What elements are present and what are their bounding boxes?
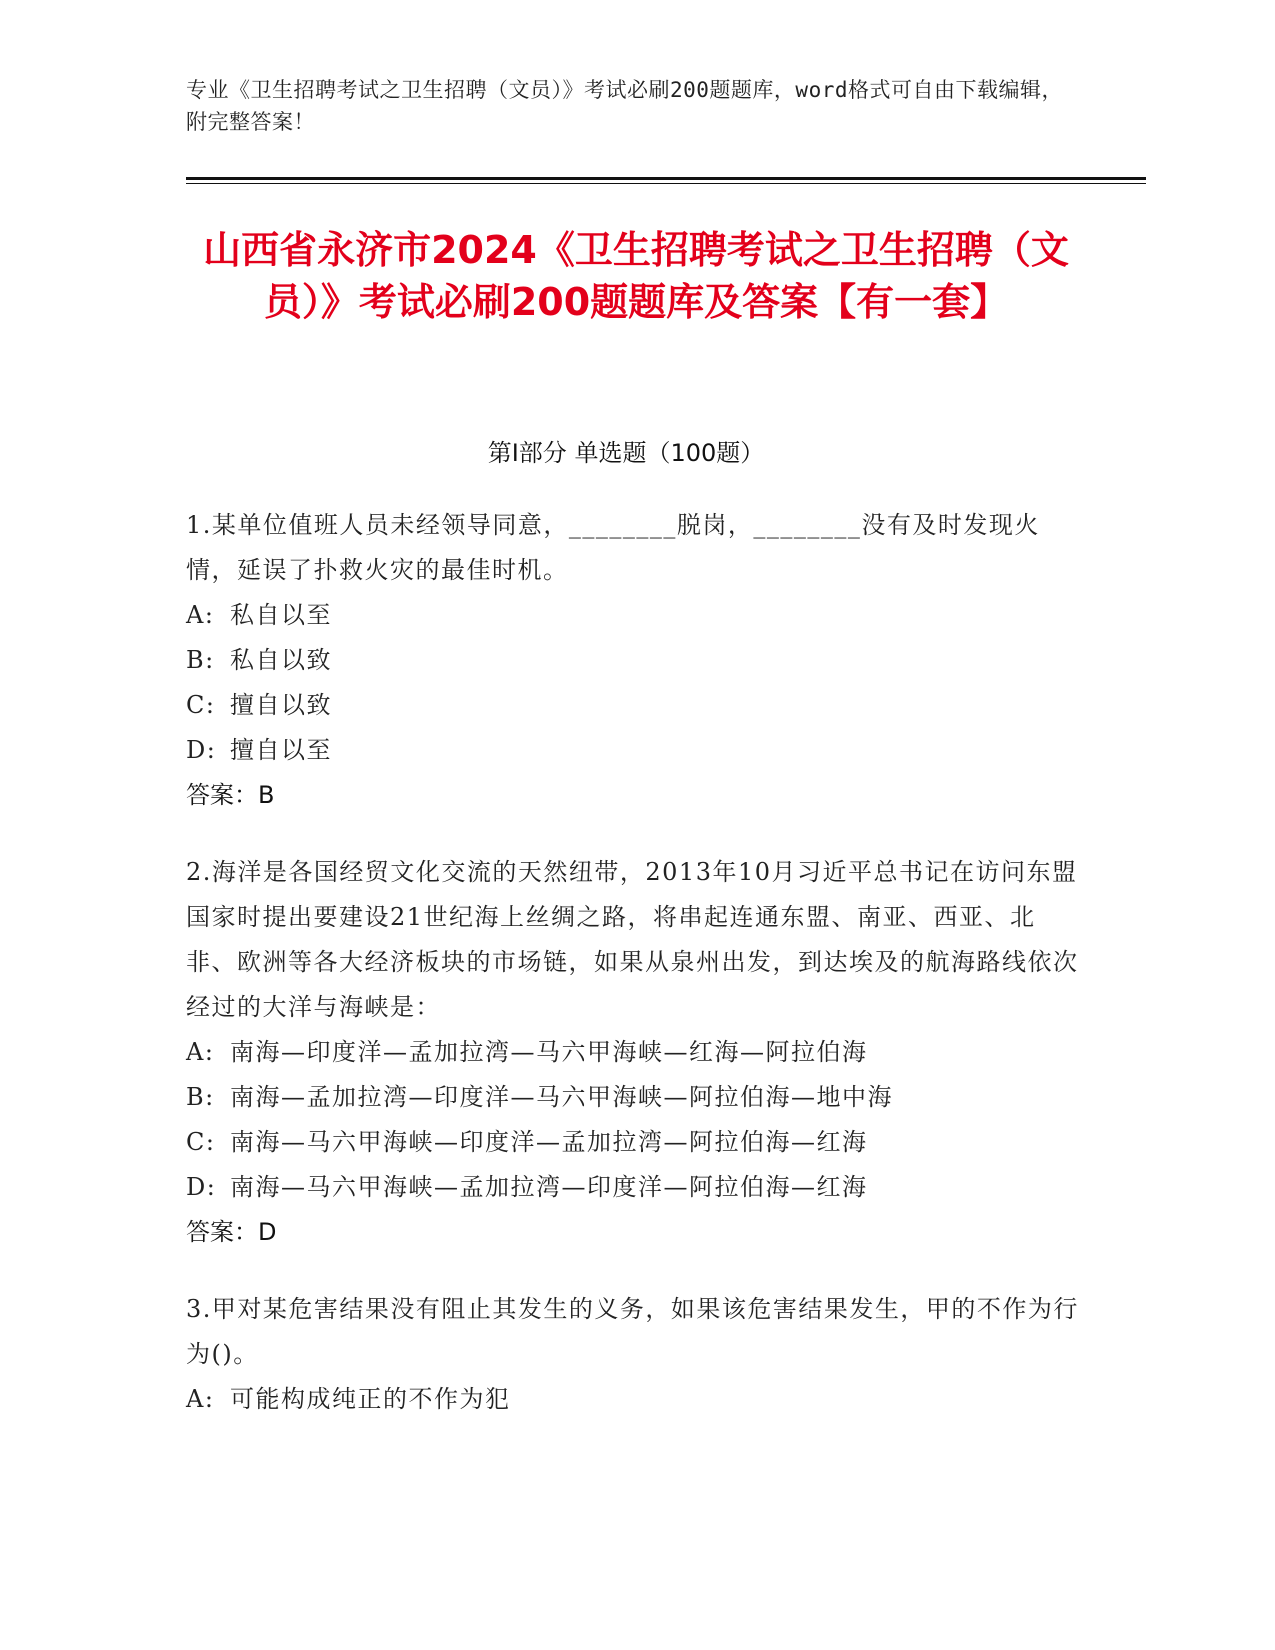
option-a [186, 1377, 1086, 1422]
answer-line: 答案：B [186, 781, 275, 809]
header-note: 专业《卫生招聘考试之卫生招聘（文员）》考试必刷200题题库，word格式可自由下载编辑，附完整答案！ [186, 78, 1063, 134]
option-text: 可能构成纯正的不作为犯 [230, 1385, 511, 1413]
question-text: 3.甲对某危害结果没有阻止其发生的义务，如果该危害结果发生，甲的不作为行为()。 [186, 1295, 1079, 1368]
option-c [186, 1120, 1086, 1165]
option-a [186, 1030, 1086, 1075]
option-letter: D: [186, 736, 217, 764]
header-divider [186, 177, 1146, 180]
option-letter: B: [186, 1083, 215, 1111]
option-d [186, 728, 1086, 773]
option-letter: A: [186, 1038, 215, 1066]
answer-line: 答案：D [186, 1218, 277, 1246]
header-divider-thin [186, 183, 1146, 184]
option-letter: C: [186, 1128, 216, 1156]
question-2 [186, 850, 1086, 1255]
option-text: 私自以至 [230, 601, 332, 629]
section-title: 第Ⅰ部分 单选题（100题） [487, 439, 765, 467]
question-text: 2.海洋是各国经贸文化交流的天然纽带，2013年10月习近平总书记在访问东盟国家时提出要建设21世纪海上丝绸之路，将串起连通东盟、南亚、西亚、北非、欧洲等各大经济板块的市场链，如果从泉州出发，到达埃及的航海路线依次经过的大洋与海峡是： [186, 858, 1079, 1021]
option-text: 南海—马六甲海峡—孟加拉湾—印度洋—阿拉伯海—红海 [230, 1173, 868, 1201]
option-text: 南海—马六甲海峡—印度洋—孟加拉湾—阿拉伯海—红海 [230, 1128, 868, 1156]
option-text: 南海—孟加拉湾—印度洋—马六甲海峡—阿拉伯海—地中海 [230, 1083, 893, 1111]
option-c [186, 683, 1086, 728]
question-1 [186, 503, 1086, 818]
option-d [186, 1165, 1086, 1210]
question-3 [186, 1287, 1086, 1422]
question-text: 1.某单位值班人员未经领导同意，________脱岗，________没有及时发现火情，延误了扑救火灾的最佳时机。 [186, 511, 1040, 584]
option-b [186, 638, 1086, 683]
option-b [186, 1075, 1086, 1120]
option-text: 南海—印度洋—孟加拉湾—马六甲海峡—红海—阿拉伯海 [230, 1038, 868, 1066]
option-text: 私自以致 [230, 646, 332, 674]
option-letter: A: [186, 601, 215, 629]
option-letter: A: [186, 1385, 215, 1413]
option-letter: B: [186, 646, 215, 674]
option-letter: D: [186, 1173, 217, 1201]
document-title: 山西省永济市2024《卫生招聘考试之卫生招聘（文员）》考试必刷200题题库及答案【有一套】 [203, 228, 1069, 324]
option-letter: C: [186, 691, 216, 719]
option-a [186, 593, 1086, 638]
option-text: 擅自以致 [230, 691, 332, 719]
option-text: 擅自以至 [230, 736, 332, 764]
